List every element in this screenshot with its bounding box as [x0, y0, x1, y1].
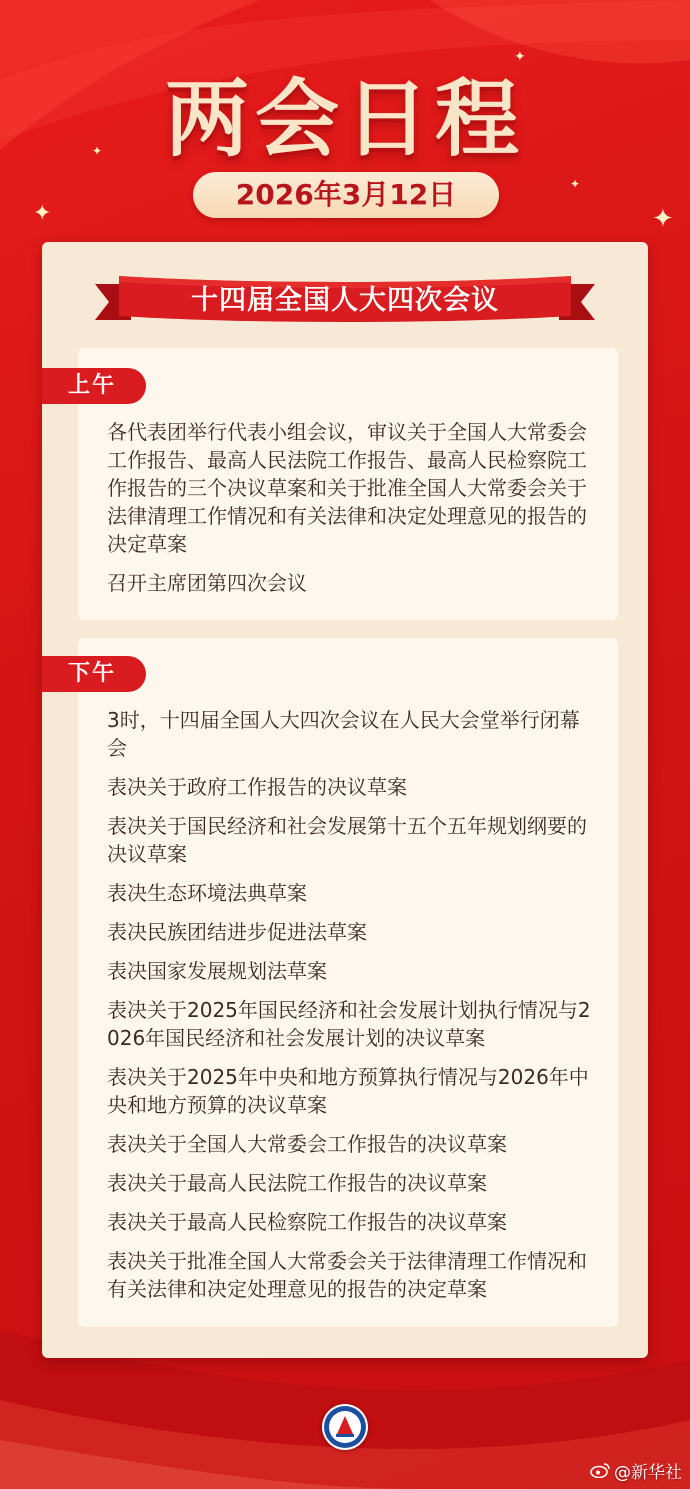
list-item: 表决民族团结进步促进法草案 [107, 920, 367, 944]
list-item: 表决关于批准全国人大常委会关于法律清理工作情况和有关法律和决定处理意见的报告的决定草案 [107, 1249, 587, 1301]
list-item: 召开主席团第四次会议 [107, 571, 307, 595]
weibo-icon [590, 1462, 610, 1483]
sparkle-icon: ✦ [570, 177, 581, 191]
sparkle-icon: ✦ [92, 144, 103, 158]
date-badge: 2026年3月12日 [193, 172, 499, 218]
list-item: 表决关于2025年国民经济和社会发展计划执行情况与2026年国民经济和社会发展计划的决议草案 [107, 998, 591, 1050]
source-watermark [590, 1458, 682, 1483]
list-item: 表决国家发展规划法草案 [107, 959, 327, 983]
list-item: 表决关于国民经济和社会发展第十五个五年规划纲要的决议草案 [107, 814, 587, 866]
sparkle-icon: ✦ [652, 204, 674, 234]
sparkle-icon: ✦ [33, 201, 52, 226]
morning-list [107, 418, 597, 608]
list-item: 表决生态环境法典草案 [107, 881, 307, 905]
xinhua-logo-icon [322, 1404, 368, 1450]
list-item: 表决关于最高人民检察院工作报告的决议草案 [107, 1210, 507, 1234]
list-item: 表决关于全国人大常委会工作报告的决议草案 [107, 1132, 507, 1156]
watermark-text: @新华社 [614, 1463, 682, 1483]
afternoon-tag: 下午 [42, 656, 146, 692]
meeting-name: 十四届全国人大四次会议 [191, 285, 499, 316]
afternoon-list [107, 706, 597, 1314]
list-item: 表决关于政府工作报告的决议草案 [107, 775, 407, 799]
sparkle-icon: ✦ [514, 49, 526, 65]
list-item: 各代表团举行代表小组会议，审议关于全国人大常委会工作报告、最高人民法院工作报告、最高人民检察院工作报告的三个决议草案和关于批准全国人大常委会关于法律清理工作情况和有关法律和决定处理意见的报告的决定草案 [107, 420, 587, 556]
page-title: 两会日程 [164, 70, 525, 168]
list-item: 3时，十四届全国人大四次会议在人民大会堂举行闭幕会 [107, 708, 580, 760]
list-item: 表决关于最高人民法院工作报告的决议草案 [107, 1171, 487, 1195]
morning-tag: 上午 [42, 368, 146, 404]
list-item: 表决关于2025年中央和地方预算执行情况与2026年中央和地方预算的决议草案 [107, 1065, 589, 1117]
